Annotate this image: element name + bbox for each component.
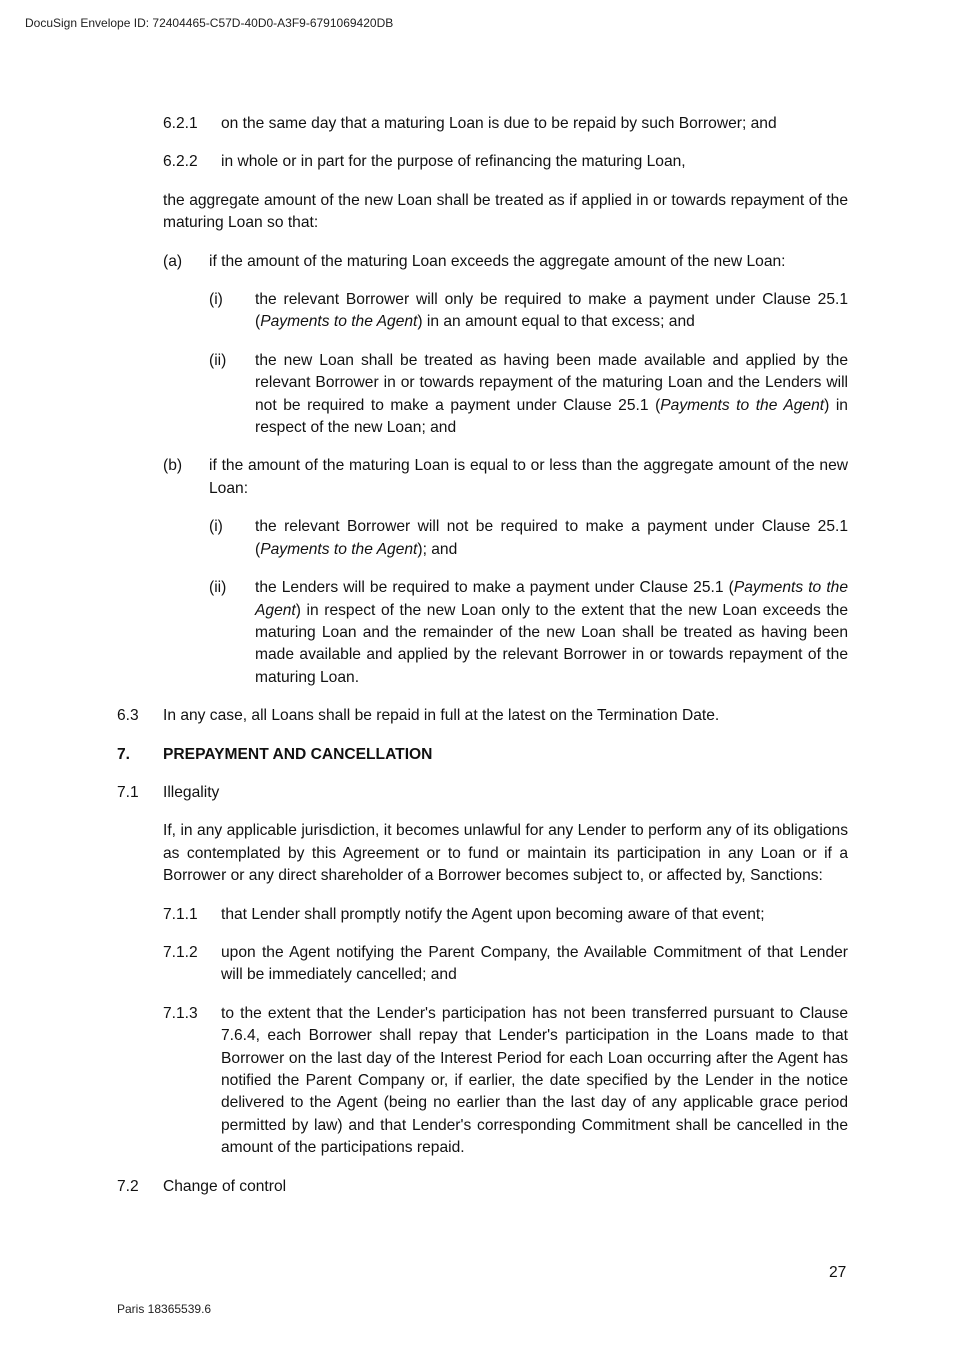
item-roman: (i) xyxy=(209,518,223,536)
clause-title: Illegality xyxy=(163,783,220,801)
text-part: ) in respect of the new Loan; and xyxy=(255,396,848,437)
clause-7-1-2 xyxy=(117,942,848,987)
italic-reference: Payments to the Agent xyxy=(255,579,848,619)
clause-number: 6.2.1 xyxy=(163,115,198,132)
text-part: the relevant Borrower will only be required to make a payment under Clause 25.1 ( xyxy=(255,291,848,331)
item-text xyxy=(255,516,848,561)
item-b-ii xyxy=(117,577,848,689)
clause-number: 7.1.2 xyxy=(163,943,198,961)
clause-number: 7.1.3 xyxy=(163,1004,198,1022)
item-a xyxy=(117,251,848,273)
item-text: if the amount of the maturing Loan is equal to or less than the aggregate amount of the new Loan: xyxy=(209,457,848,497)
clause-title: Change of control xyxy=(163,1177,287,1195)
clause-6-2-1 xyxy=(117,113,848,135)
item-b-i xyxy=(117,516,848,561)
italic-reference: Payments to the Agent xyxy=(260,540,418,558)
page-number: 27 xyxy=(829,1264,847,1281)
item-text xyxy=(255,350,848,440)
text-part: ) in respect of the new Loan only to the extent that the new Loan exceeds the maturing Loan and the remainder of the new Loan shall be treated as having been made available and applied by the relevant Borrower in or towards repayment of the maturing Loan. xyxy=(255,601,848,686)
clause-number: 7.1.1 xyxy=(163,905,198,923)
text-part: ) in an amount equal to that excess; and xyxy=(417,313,695,331)
clause-7-1-3 xyxy=(117,1003,848,1160)
item-roman: (ii) xyxy=(209,351,227,369)
text-part: ); and xyxy=(417,540,458,558)
document-body xyxy=(117,113,848,1214)
paragraph-aggregate: the aggregate amount of the new Loan shall be treated as if applied in or towards repayment of the maturing Loan so that: xyxy=(163,191,848,232)
item-a-i xyxy=(117,289,848,334)
clause-7-1-1 xyxy=(117,904,848,926)
clause-number: 6.2.2 xyxy=(163,153,198,171)
item-letter: (b) xyxy=(163,457,183,475)
clause-text: on the same day that a maturing Loan is due to be repaid by such Borrower; and xyxy=(221,115,777,132)
clause-6-3 xyxy=(117,705,848,727)
clause-number: 7.2 xyxy=(117,1177,139,1195)
clause-7-2 xyxy=(117,1176,848,1198)
paragraph-illegality: If, in any applicable jurisdiction, it becomes unlawful for any Lender to perform any of its obligations as contemplated by this Agreement or to fund or maintain its participation in any Loan or if a Borrower or any direct shareholder of a Borrower becomes subject to, or affected by, Sanctions: xyxy=(163,822,848,885)
envelope-id: DocuSign Envelope ID: 72404465-C57D-40D0-A3F9-6791069420DB xyxy=(25,16,394,30)
item-text: if the amount of the maturing Loan exceeds the aggregate amount of the new Loan: xyxy=(209,252,786,270)
clause-text: In any case, all Loans shall be repaid in full at the latest on the Termination Date. xyxy=(163,707,720,725)
clause-7-1 xyxy=(117,782,848,804)
clause-6-2-2 xyxy=(117,151,848,173)
clause-text: to the extent that the Lender's participation has not been transferred pursuant to Clause 7.6.4, each Borrower shall repay that Lender's participation in the Loans made to that Borrower on the last day of the Interest Period for each Loan occurring after the Agent has notified the Parent Company or, if earlier, the date specified by the Lender in the notice delivered to the Agent (being no earlier than the last day of any applicable grace period permitted by law) and that Lender's corresponding Commitment shall be cancelled in the amount of the participations repaid. xyxy=(221,1004,848,1157)
item-letter: (a) xyxy=(163,252,183,270)
italic-reference: Payments to the Agent xyxy=(660,396,825,414)
clause-number: 6.3 xyxy=(117,707,139,725)
clause-text: upon the Agent notifying the Parent Company, the Available Commitment of that Lender will be immediately cancelled; and xyxy=(221,943,848,984)
item-roman: (i) xyxy=(209,291,223,309)
clause-text: that Lender shall promptly notify the Agent upon becoming aware of that event; xyxy=(221,905,765,923)
item-roman: (ii) xyxy=(209,579,227,597)
item-text xyxy=(255,577,848,689)
section-title: PREPAYMENT AND CANCELLATION xyxy=(163,745,433,763)
clause-text: in whole or in part for the purpose of refinancing the maturing Loan, xyxy=(221,153,686,171)
clause-number: 7.1 xyxy=(117,783,139,801)
section-7-heading xyxy=(117,744,848,766)
text-part: the relevant Borrower will not be required to make a payment under Clause 25.1 ( xyxy=(255,518,848,558)
item-b xyxy=(117,455,848,500)
italic-reference: Payments to the Agent xyxy=(260,313,418,331)
item-a-ii xyxy=(117,350,848,440)
footer-reference: Paris 18365539.6 xyxy=(117,1302,212,1316)
text-part: the new Loan shall be treated as having been made available and applied by the relevant Borrower in or towards repayment of the maturing Loan and the Lenders will not be required to make a payment under Clause 25.1 ( xyxy=(255,351,848,414)
item-text xyxy=(255,289,848,334)
text-part: the Lenders will be required to make a payment under Clause 25.1 ( xyxy=(255,579,734,597)
section-number: 7. xyxy=(117,745,131,763)
